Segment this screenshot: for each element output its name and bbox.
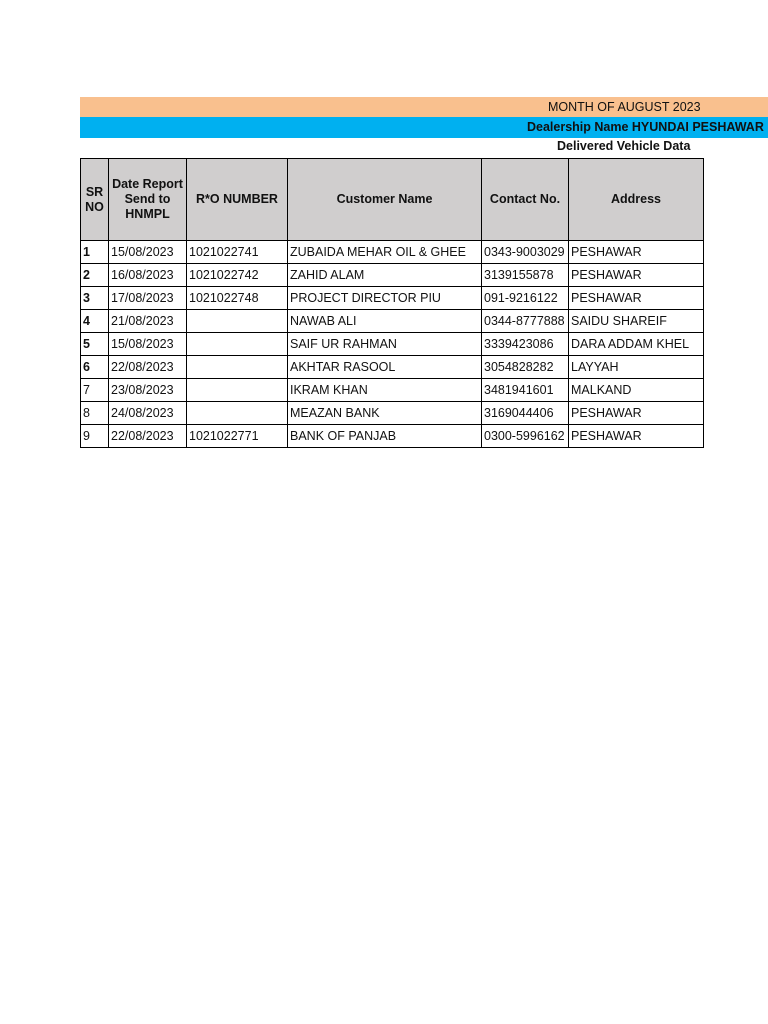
month-banner [80,97,768,117]
table-header-row [81,159,704,241]
cell-contact: 0300-5996162 [482,425,569,448]
header-address: Address [569,159,704,241]
cell-contact: 3481941601 [482,379,569,402]
dealership-title: Dealership Name HYUNDAI PESHAWAR [527,120,764,134]
cell-customer-name: NAWAB ALI [288,310,482,333]
table-row [81,379,704,402]
cell-ro-number [187,402,288,425]
cell-date: 22/08/2023 [109,425,187,448]
cell-customer-name: SAIF UR RAHMAN [288,333,482,356]
cell-customer-name: PROJECT DIRECTOR PIU [288,287,482,310]
cell-contact: 3169044406 [482,402,569,425]
cell-contact: 3139155878 [482,264,569,287]
cell-address: PESHAWAR [569,264,704,287]
cell-ro-number [187,379,288,402]
cell-customer-name: IKRAM KHAN [288,379,482,402]
cell-date: 24/08/2023 [109,402,187,425]
cell-contact: 091-9216122 [482,287,569,310]
cell-ro-number: 1021022771 [187,425,288,448]
cell-customer-name: MEAZAN BANK [288,402,482,425]
cell-date: 23/08/2023 [109,379,187,402]
table-row [81,333,704,356]
header-ro-number: R*O NUMBER [187,159,288,241]
cell-ro-number [187,310,288,333]
cell-ro-number: 1021022741 [187,241,288,264]
header-sr-no: SR NO [81,159,109,241]
cell-date: 17/08/2023 [109,287,187,310]
cell-sr-no: 4 [81,310,109,333]
header-contact-no: Contact No. [482,159,569,241]
cell-date: 16/08/2023 [109,264,187,287]
cell-sr-no: 1 [81,241,109,264]
cell-date: 21/08/2023 [109,310,187,333]
dealership-banner [80,117,768,138]
table-row [81,402,704,425]
cell-contact: 3054828282 [482,356,569,379]
delivered-vehicle-subtitle: Delivered Vehicle Data [557,139,691,153]
cell-contact: 0343-9003029 [482,241,569,264]
header-customer-name: Customer Name [288,159,482,241]
cell-sr-no: 8 [81,402,109,425]
month-title: MONTH OF AUGUST 2023 [548,100,701,114]
cell-address: LAYYAH [569,356,704,379]
table-row [81,356,704,379]
table-row [81,310,704,333]
cell-ro-number: 1021022742 [187,264,288,287]
cell-contact: 0344-8777888 [482,310,569,333]
table-row [81,264,704,287]
table-row [81,241,704,264]
cell-date: 22/08/2023 [109,356,187,379]
cell-date: 15/08/2023 [109,241,187,264]
cell-address: DARA ADDAM KHEL [569,333,704,356]
cell-ro-number: 1021022748 [187,287,288,310]
cell-address: PESHAWAR [569,425,704,448]
cell-contact: 3339423086 [482,333,569,356]
cell-address: PESHAWAR [569,287,704,310]
cell-address: PESHAWAR [569,402,704,425]
cell-address: PESHAWAR [569,241,704,264]
cell-address: SAIDU SHAREIF [569,310,704,333]
cell-customer-name: BANK OF PANJAB [288,425,482,448]
cell-sr-no: 2 [81,264,109,287]
cell-date: 15/08/2023 [109,333,187,356]
table-row [81,287,704,310]
cell-sr-no: 9 [81,425,109,448]
cell-customer-name: ZUBAIDA MEHAR OIL & GHEE [288,241,482,264]
cell-customer-name: AKHTAR RASOOL [288,356,482,379]
cell-sr-no: 7 [81,379,109,402]
cell-sr-no: 5 [81,333,109,356]
header-date-report: Date Report Send to HNMPL [109,159,187,241]
cell-ro-number [187,333,288,356]
cell-sr-no: 3 [81,287,109,310]
cell-customer-name: ZAHID ALAM [288,264,482,287]
cell-address: MALKAND [569,379,704,402]
cell-ro-number [187,356,288,379]
cell-sr-no: 6 [81,356,109,379]
table-row [81,425,704,448]
delivered-vehicle-table [80,158,704,448]
